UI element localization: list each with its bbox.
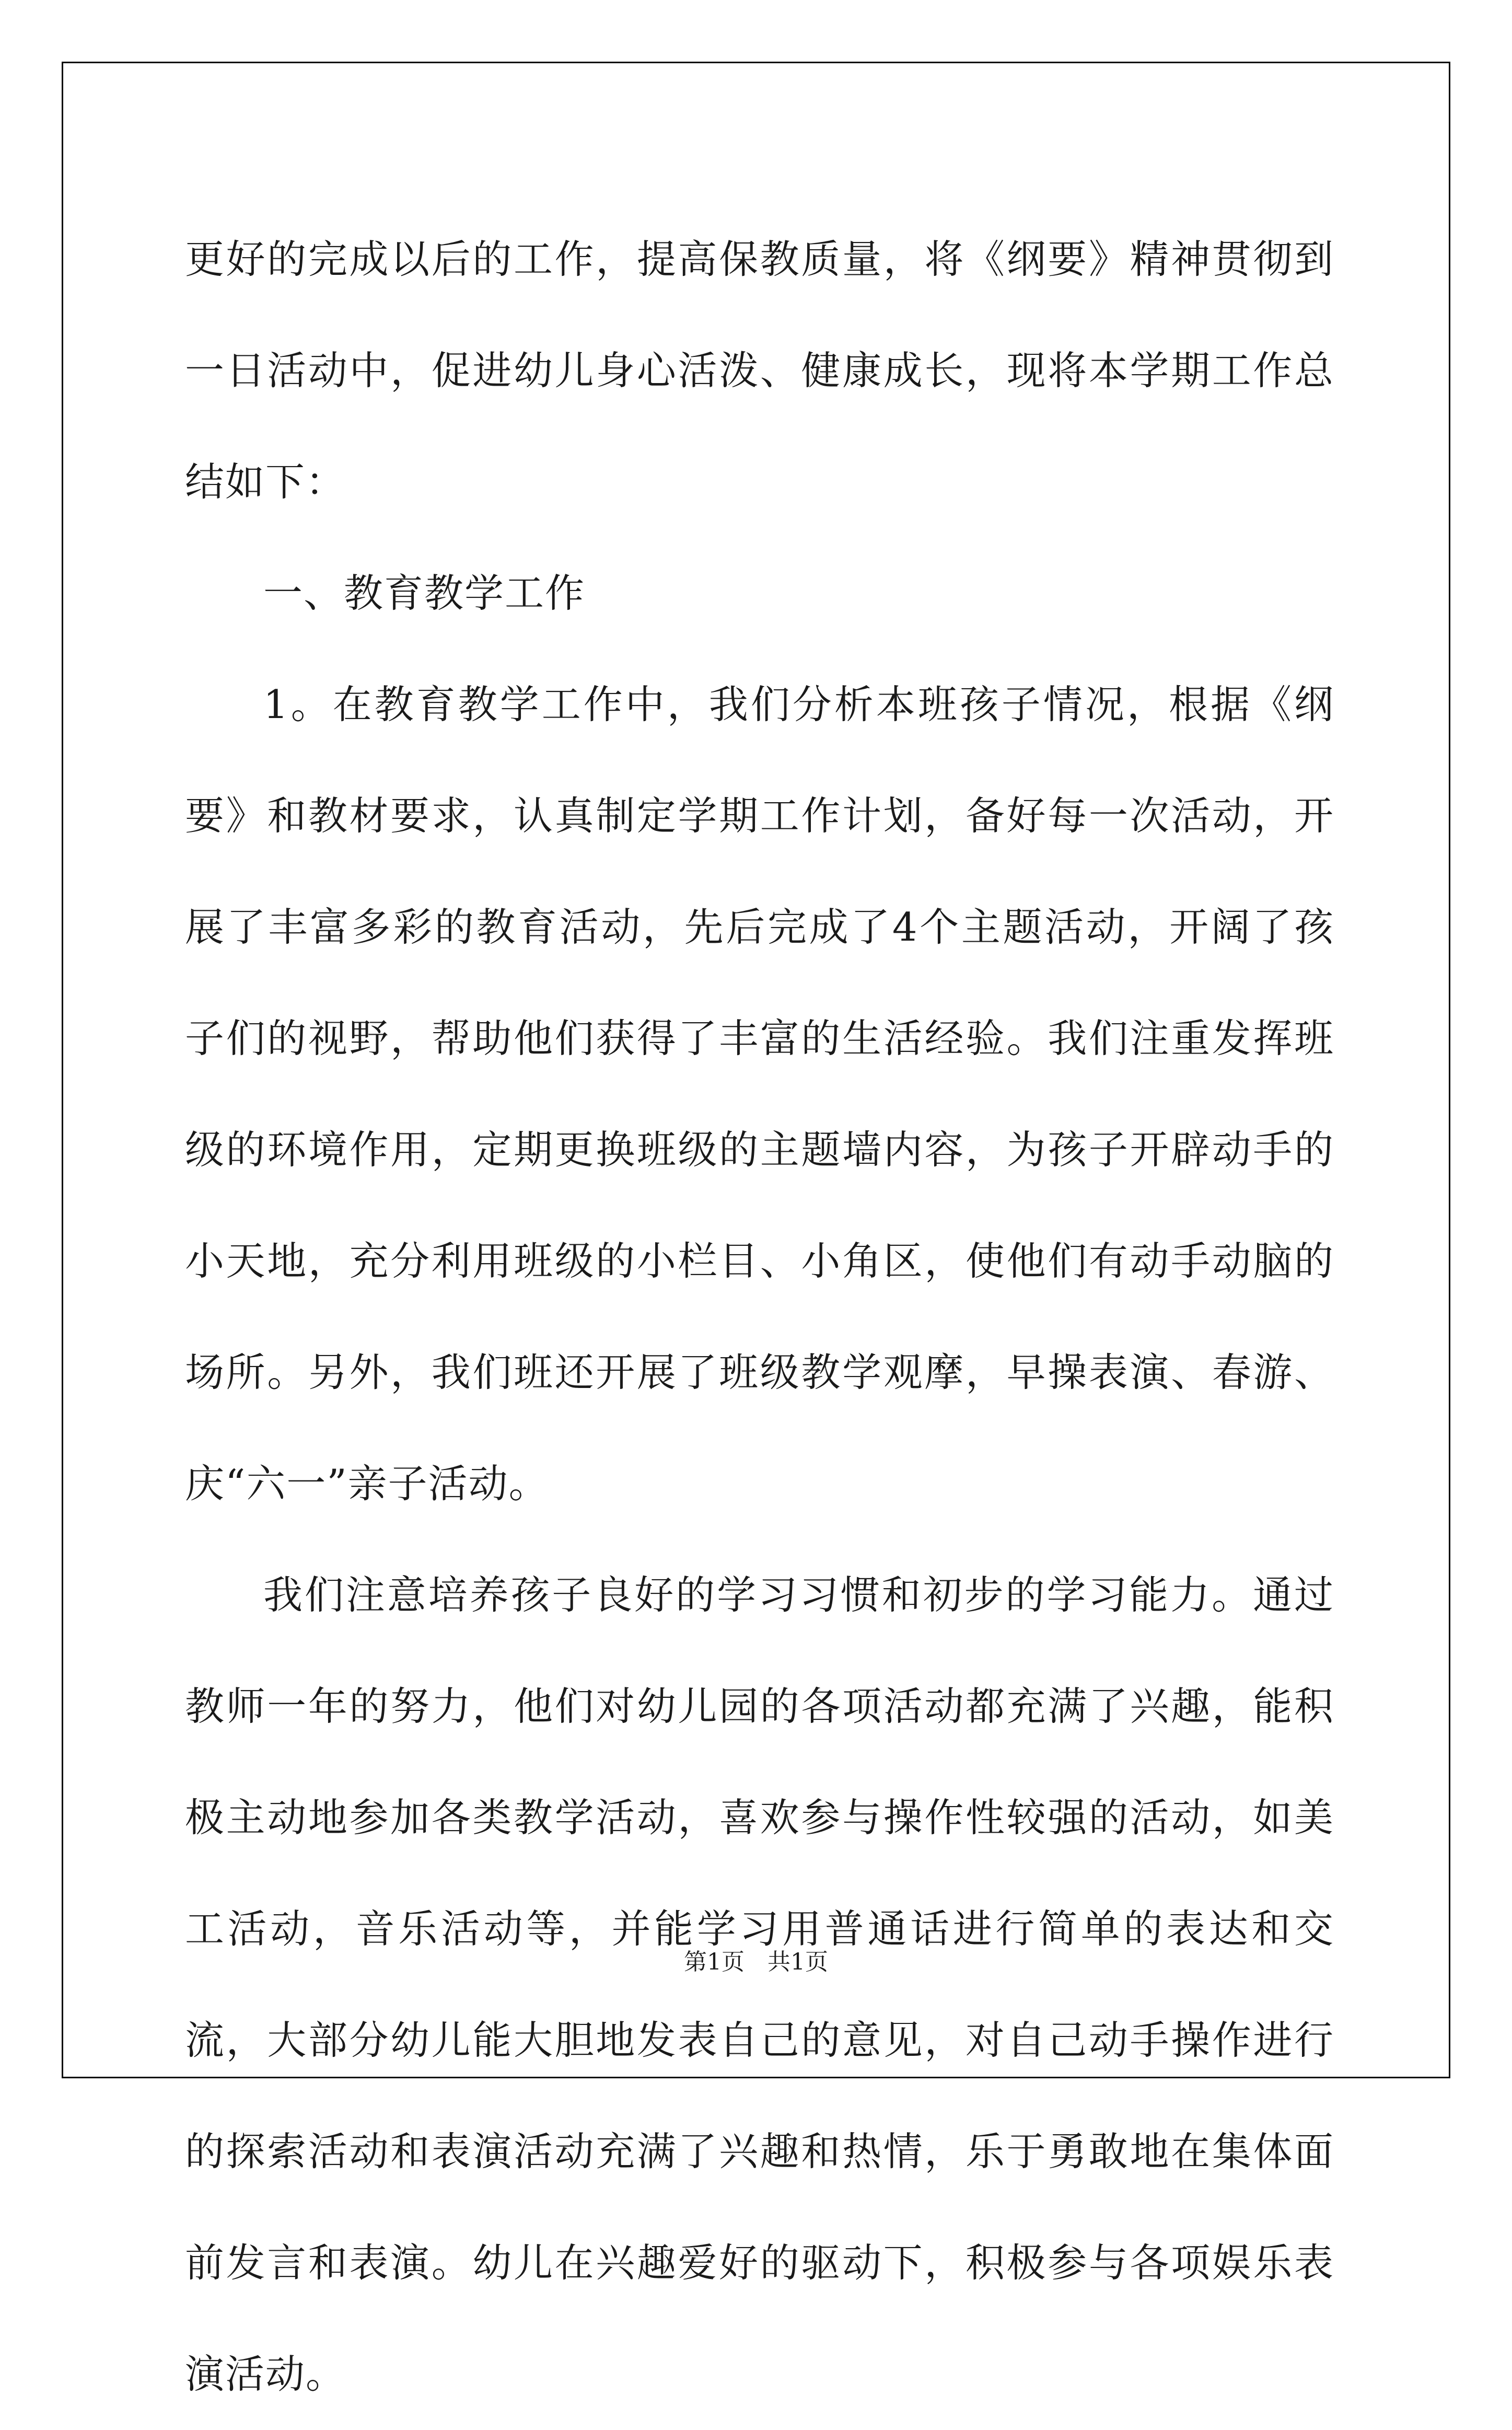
page-number-total: 共1页 <box>767 1949 828 1975</box>
page-number-current: 第1页 <box>684 1949 745 1975</box>
paragraph-learning-habits: 我们注意培养孩子良好的学习习惯和初步的学习能力。通过教师一年的努力，他们对幼儿园的各项活动都充满了兴趣，能积极主动地参加各类教学活动，喜欢参与操作性较强的活动，如美工活动，音乐活动等，并能学习用普通话进行简单的表达和交流，大部分幼儿能大胆地发表自己的意见，对自己动手操作进行的探索活动和表演活动充满了兴趣和热情，乐于勇敢地在集体面前发言和表演。幼儿在兴趣爱好的驱动下，积极参与各项娱乐表演活动。 <box>185 1572 1334 2397</box>
paragraph-intro: 更好的完成以后的工作，提高保教质量，将《纲要》精神贯彻到一日活动中，促进幼儿身心活泼、健康成长，现将本学期工作总结如下： <box>185 236 1334 505</box>
document-body <box>185 204 1334 2430</box>
section-heading: 一、教育教学工作 <box>263 570 586 616</box>
paragraph-teaching-work: 1。在教育教学工作中，我们分析本班孩子情况，根据《纲要》和教材要求，认真制定学期工作计划，备好每一次活动，开展了丰富多彩的教育活动，先后完成了4个主题活动，开阔了孩子们的视野，帮助他们获得了丰富的生活经验。我们注重发挥班级的环境作用，定期更换班级的主题墙内容，为孩子开辟动手的小天地，充分利用班级的小栏目、小角区，使他们有动手动脑的场所。另外，我们班还开展了班级教学观摩，早操表演、春游、庆“六一”亲子活动。 <box>185 681 1334 1507</box>
page-footer <box>0 1943 1512 1976</box>
